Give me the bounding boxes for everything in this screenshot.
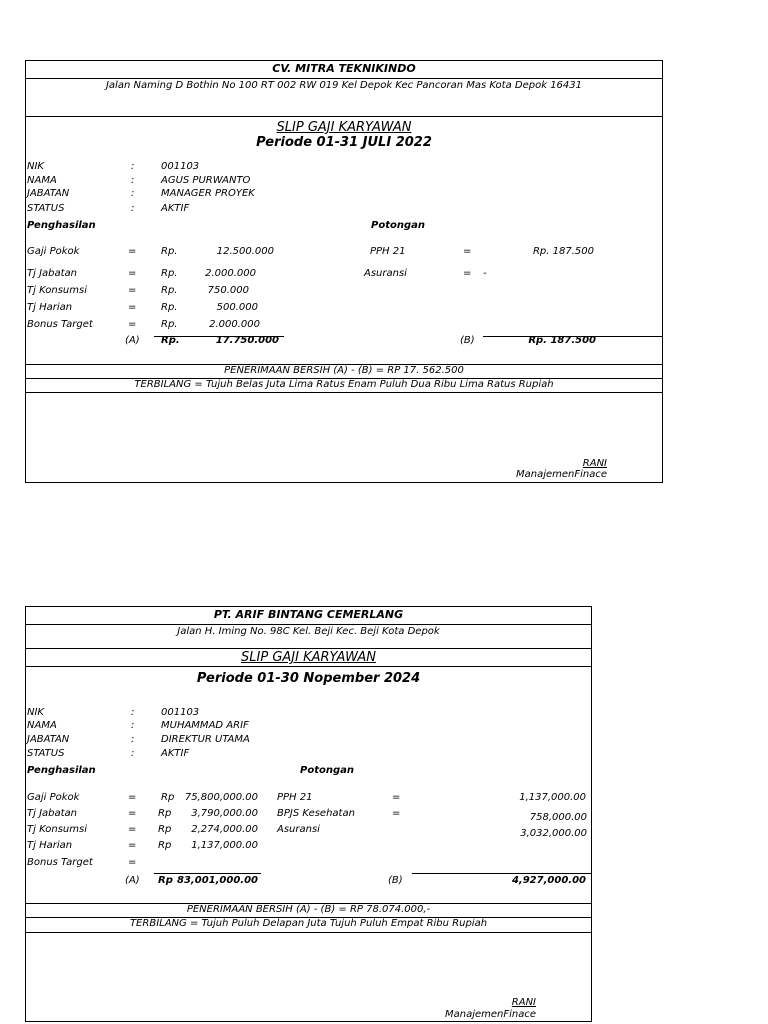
earning-currency: Rp. [161,302,178,313]
signer-role: ManajemenFinace [444,1009,536,1020]
company-address: Jalan Naming D Bothin No 100 RT 002 RW 019 Kel Depok Kec Pancoran Mas Kota Depok 16431 [105,80,582,91]
deduction-label: Asuransi [364,268,407,279]
earning-eq: = [128,319,137,330]
earning-label: Gaji Pokok [27,792,80,803]
earning-currency: Rp [158,840,172,851]
earning-amount: 1,137,000.00 [191,840,258,851]
earning-eq: = [128,824,137,835]
earning-eq: = [128,808,137,819]
deduction-eq: = [392,792,401,803]
total-a-marker: (A) [125,875,140,886]
divider [26,932,591,933]
employee-label-nik: NIK [27,707,44,718]
earning-amount: 2.000.000 [209,319,260,330]
earnings-header: Penghasilan [27,765,96,776]
earning-eq: = [128,840,137,851]
company-address: Jalan H. Iming No. 98C Kel. Beji Kec. Beji Kota Depok [177,626,440,637]
divider [26,392,662,393]
earning-amount: 3,790,000.00 [191,808,258,819]
total-b-amount: Rp. 187.500 [528,335,596,346]
employee-sep: : [131,707,135,718]
earning-currency: Rp. [161,246,178,257]
divider [26,648,591,649]
salary-slip-2 [25,606,592,1022]
employee-sep: : [131,188,135,199]
slip-title: SLIP GAJI KARYAWAN [276,120,412,135]
employee-sep: : [131,161,135,172]
earning-eq: = [128,857,137,868]
total-a-line [154,873,261,874]
amount-in-words: TERBILANG = Tujuh Belas Juta Lima Ratus Enam Puluh Dua Ribu Lima Ratus Rupiah [134,379,554,390]
employee-value-jabatan: MANAGER PROYEK [161,188,255,199]
deductions-header: Potongan [371,220,425,231]
earning-amount: 750.000 [207,285,249,296]
earning-currency: Rp. [161,285,178,296]
deduction-eq: = [463,268,472,279]
earning-label: Tj Jabatan [27,808,78,819]
earning-currency: Rp [158,808,172,819]
total-a-amount: 83,001,000.00 [177,875,258,886]
company-name: PT. ARIF BINTANG CEMERLANG [213,608,404,621]
employee-sep: : [131,720,135,731]
deduction-label: PPH 21 [277,792,313,803]
slip-period: Periode 01-30 Nopember 2024 [196,671,421,686]
amount-in-words: TERBILANG = Tujuh Puluh Delapan Juta Tujuh Puluh Empat Ribu Rupiah [129,918,488,929]
earning-currency: Rp. [161,319,178,330]
deduction-amount: 758,000.00 [529,812,587,823]
earning-amount: 12.500.000 [216,246,274,257]
deduction-amount: 1,137,000.00 [519,792,586,803]
employee-sep: : [131,203,135,214]
total-a-amount: 17.750.000 [215,335,279,346]
deduction-label: PPH 21 [370,246,406,257]
total-a-marker: (A) [125,335,140,346]
deduction-label: Asuransi [277,824,320,835]
deductions-header: Potongan [300,765,354,776]
earning-amount: 500.000 [216,302,258,313]
earning-currency: Rp [158,824,172,835]
employee-value-jabatan: DIREKTUR UTAMA [161,734,250,745]
earnings-header: Penghasilan [27,220,96,231]
employee-sep: : [131,734,135,745]
earning-amount: 2.000.000 [205,268,256,279]
earning-label: Gaji Pokok [27,246,80,257]
employee-sep: : [131,748,135,759]
employee-label-status: STATUS [27,748,65,759]
employee-value-nama: MUHAMMAD ARIF [161,720,249,731]
total-b-marker: (B) [460,335,475,346]
employee-label-jabatan: JABATAN [27,188,70,199]
earning-amount: 75,800,000.00 [184,792,258,803]
earning-label: Tj Harian [27,302,73,313]
employee-label-jabatan: JABATAN [27,734,70,745]
divider [26,624,591,625]
deduction-amount: Rp. 187.500 [532,246,594,257]
employee-label-nik: NIK [27,161,44,172]
total-b-line [412,873,591,874]
signer-role: ManajemenFinace [515,469,607,480]
earning-eq: = [128,792,137,803]
earning-eq: = [128,246,137,257]
slip-period: Periode 01-31 JULI 2022 [256,135,432,150]
deduction-label: BPJS Kesehatan [277,808,355,819]
earning-eq: = [128,302,137,313]
deduction-amount: - [483,268,487,279]
divider [26,666,591,667]
signer-name: RANI [582,458,607,469]
total-b-amount: 4,927,000.00 [511,875,586,886]
earning-label: Tj Konsumsi [27,824,87,835]
earning-label: Tj Konsumsi [27,285,87,296]
total-a-currency: Rp. [161,335,180,346]
salary-slip-1 [25,60,663,483]
earning-currency: Rp. [161,268,178,279]
net-pay-line: PENERIMAAN BERSIH (A) - (B) = RP 17. 562.500 [224,365,464,376]
earning-eq: = [128,268,137,279]
employee-value-status: AKTIF [161,203,190,214]
company-name: CV. MITRA TEKNIKINDO [272,62,416,75]
employee-value-nik: 001103 [161,707,200,718]
earning-label: Tj Jabatan [27,268,78,279]
divider [26,78,662,79]
earning-label: Tj Harian [27,840,73,851]
employee-value-nik: 001103 [161,161,200,172]
employee-value-status: AKTIF [161,748,190,759]
deduction-eq: = [392,808,401,819]
earning-currency: Rp [161,792,175,803]
deduction-eq: = [463,246,472,257]
slip-title: SLIP GAJI KARYAWAN [241,650,376,665]
employee-label-status: STATUS [27,203,65,214]
divider [26,116,662,117]
total-b-marker: (B) [388,875,403,886]
net-pay-line: PENERIMAAN BERSIH (A) - (B) = RP 78.074.000,- [186,904,431,915]
employee-sep: : [131,175,135,186]
earning-label: Bonus Target [27,319,93,330]
earning-eq: = [128,285,137,296]
employee-value-nama: AGUS PURWANTO [161,175,251,186]
employee-label-nama: NAMA [27,175,57,186]
total-a-currency: Rp [158,875,173,886]
deduction-amount: 3,032,000.00 [520,828,587,839]
employee-label-nama: NAMA [27,720,57,731]
signer-name: RANI [511,997,536,1008]
earning-amount: 2,274,000.00 [191,824,258,835]
earning-label: Bonus Target [27,857,93,868]
